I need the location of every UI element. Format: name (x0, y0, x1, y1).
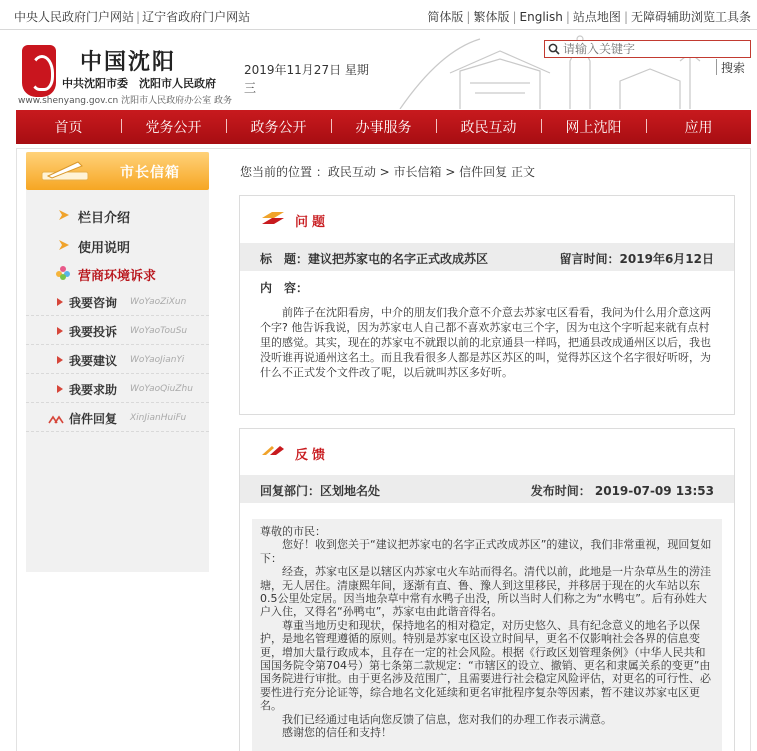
arrow-icon (58, 209, 70, 221)
chevrons-icon (48, 414, 64, 424)
feedback-body (252, 519, 722, 751)
sidebar-sub-pinyin: WoYaoQiuZhu (130, 384, 193, 394)
search-input[interactable] (563, 41, 749, 57)
question-body: 前阵子在沈阳看房，中介的朋友们我介意不介意去苏家屯区看看，我问为什么用介意这两个字? 他告诉我说，因为苏家屯人自己都不喜欢苏家屯三个字，因为屯这个字听起来就有点村里的感觉。其实，现在的苏家屯不就跟以前的北京通县一样吗，把通县改成通州区以后，我也没听谁再说通州这名土。而且我看很多人都是苏区苏区的叫，觉得苏区这个名字很好听呀，为什么不正式发个文件改了呢，以后就叫苏区多好听。 (260, 306, 711, 379)
question-meta-row (240, 243, 734, 271)
divider: | (623, 10, 628, 24)
sidebar-item-intro[interactable] (26, 202, 209, 228)
simplified-link[interactable]: 简体版 (427, 10, 464, 24)
site-title[interactable]: 中国沈阳 (80, 49, 177, 75)
accessibility-link[interactable]: 无障碍辅助浏览工具条 (630, 10, 751, 24)
sidebar-sub-suggest[interactable] (26, 346, 209, 374)
arrow-icon (56, 384, 64, 394)
sidebar-sub-help[interactable] (26, 375, 209, 403)
site-url-line: www.shenyang.gov.cn 沈阳市人民政府办公室 政务 (18, 96, 232, 106)
nav-online-shenyang[interactable]: 网上沈阳 (541, 117, 646, 137)
top-right-links (427, 8, 751, 25)
sidebar-sub-label: 我要咨询 (69, 296, 118, 310)
nav-party-affairs[interactable]: 党务公开 (121, 117, 226, 137)
english-link[interactable]: English (519, 10, 563, 24)
liaoning-gov-link[interactable]: 辽宁省政府门户网站 (142, 10, 251, 24)
top-utility-bar (0, 0, 757, 30)
question-content-label: 内 容： (260, 281, 309, 295)
question-icon (260, 210, 286, 226)
central-gov-link[interactable]: 中央人民政府门户网站 (14, 10, 135, 24)
arrow-icon (56, 355, 64, 365)
feedback-greeting: 尊敬的市民： (260, 525, 326, 538)
feedback-paragraph: 我们已经通过电话向您反馈了信息，您对我们的办理工作表示满意。 (282, 712, 612, 726)
feedback-time: 发布时间： 2019-07-09 13:53 (530, 484, 714, 498)
city-emblem-icon[interactable] (22, 45, 56, 97)
sidebar-sub-complain[interactable] (26, 317, 209, 345)
question-header-title: 问题 (295, 215, 330, 230)
arrow-icon (56, 326, 64, 336)
site-subtitle: 中共沈阳市委 沈阳市人民政府 (62, 77, 216, 90)
divider: | (512, 10, 517, 24)
feedback-icon (260, 443, 286, 459)
sidebar-header (26, 152, 209, 190)
feedback-panel (239, 428, 735, 751)
sidebar-item-business[interactable] (26, 260, 209, 286)
feedback-paragraph: 经查，苏家屯区是以辖区内苏家屯火车站而得名。清代以前，此地是一片杂草丛生的涝洼塘，无人居住。清康熙年间，逐渐有直、鲁、豫人到这里移民，并移居于现在的火车站以东0.5公里处定居。因当地杂草中常有水鸭子出没，所以当时人们称之为“水鸭屯”。后有孙姓大户入住，又得名“孙鸭屯”，苏家屯由此谐音得名。 (260, 565, 711, 619)
sidebar (26, 152, 209, 572)
question-panel (239, 195, 735, 415)
arrow-icon (58, 239, 70, 251)
sidebar-sub-pinyin: WoYaoJianYi (130, 355, 185, 365)
sidebar-sub-label: 信件回复 (69, 412, 118, 426)
sidebar-sub-replies[interactable] (26, 404, 209, 432)
sidebar-sub-pinyin: XinJianHuiFu (130, 413, 187, 423)
question-header (240, 196, 734, 236)
sidebar-item-guide[interactable] (26, 232, 209, 258)
sidebar-sub-pinyin: WoYaoZiXun (130, 297, 187, 307)
sidebar-sub-pinyin: WoYaoTouSu (130, 326, 188, 336)
site-header (0, 31, 757, 109)
divider: | (565, 10, 570, 24)
question-title: 标 题：建议把苏家屯的名字正式改成苏区 (260, 252, 489, 266)
divider: | (136, 10, 141, 24)
sidebar-item-label: 栏目介绍 (78, 211, 131, 226)
feedback-header (240, 429, 734, 469)
feedback-closing: 感谢您的信任和支持！ (282, 726, 392, 740)
sidebar-item-label: 使用说明 (78, 241, 131, 256)
traditional-link[interactable]: 繁体版 (473, 10, 510, 24)
search-icon (548, 43, 560, 55)
sidebar-sub-label: 我要求助 (69, 383, 118, 397)
main-nav (16, 110, 751, 144)
nav-apps[interactable]: 应用 (646, 117, 751, 137)
arrow-icon (56, 297, 64, 307)
sidebar-sub-label: 我要建议 (69, 354, 118, 368)
sitemap-link[interactable]: 站点地图 (572, 10, 621, 24)
divider: | (466, 10, 471, 24)
nav-services[interactable]: 办事服务 (331, 117, 436, 137)
breadcrumb: 您当前的位置 ：政民互动 > 市长信箱 > 信件回复 正文 (240, 165, 535, 179)
feedback-header-title: 反馈 (295, 448, 330, 463)
sidebar-sub-label: 我要投诉 (69, 325, 118, 339)
feedback-paragraph: 尊重当地历史和现状，保持地名的相对稳定，对历史悠久、具有纪念意义的地名予以保护，是地名管理遵循的原则。特别是苏家屯区设立时间早，更名不仅影响社会各界的信息变更，增加大量行政成本，且存在一定的社会风险。根据《行政区划管理条例》（中华人民共和国国务院令第704号）第七条第二款规定：“市辖区的设立、撤销、更名和隶属关系的变更”由国务院进行审批。由于更名涉及范围广，且需要进行社会稳定风险评估，对更名的可行性、必要性进行充分论证等，综合地名文化延续和更名审批程序复杂等因素，暂不建议苏家屯区更名。 (260, 618, 711, 713)
pen-icon (38, 158, 92, 184)
sidebar-item-label: 营商环境诉求 (78, 269, 157, 284)
flower-icon (54, 264, 72, 282)
question-time: 留言时间：2019年6月12日 (559, 252, 714, 266)
nav-home[interactable]: 首页 (54, 120, 83, 136)
nav-gov-affairs[interactable]: 政务公开 (226, 117, 331, 137)
top-left-links (14, 8, 250, 25)
feedback-dept: 回复部门：区划地名处 (260, 484, 381, 498)
nav-interaction[interactable]: 政民互动 (436, 117, 541, 137)
search-button[interactable]: 搜索 (716, 59, 751, 75)
sidebar-title: 市长信箱 (120, 165, 180, 181)
feedback-meta-row (240, 475, 734, 503)
search-box (544, 40, 751, 58)
feedback-paragraph: 您好！收到您关于“建议把苏家屯的名字正式改成苏区”的建议，我们非常重视，现回复如下： (260, 538, 712, 565)
sidebar-sub-consult[interactable] (26, 288, 209, 316)
header-date: 2019年11月27日 星期三 (244, 63, 369, 95)
